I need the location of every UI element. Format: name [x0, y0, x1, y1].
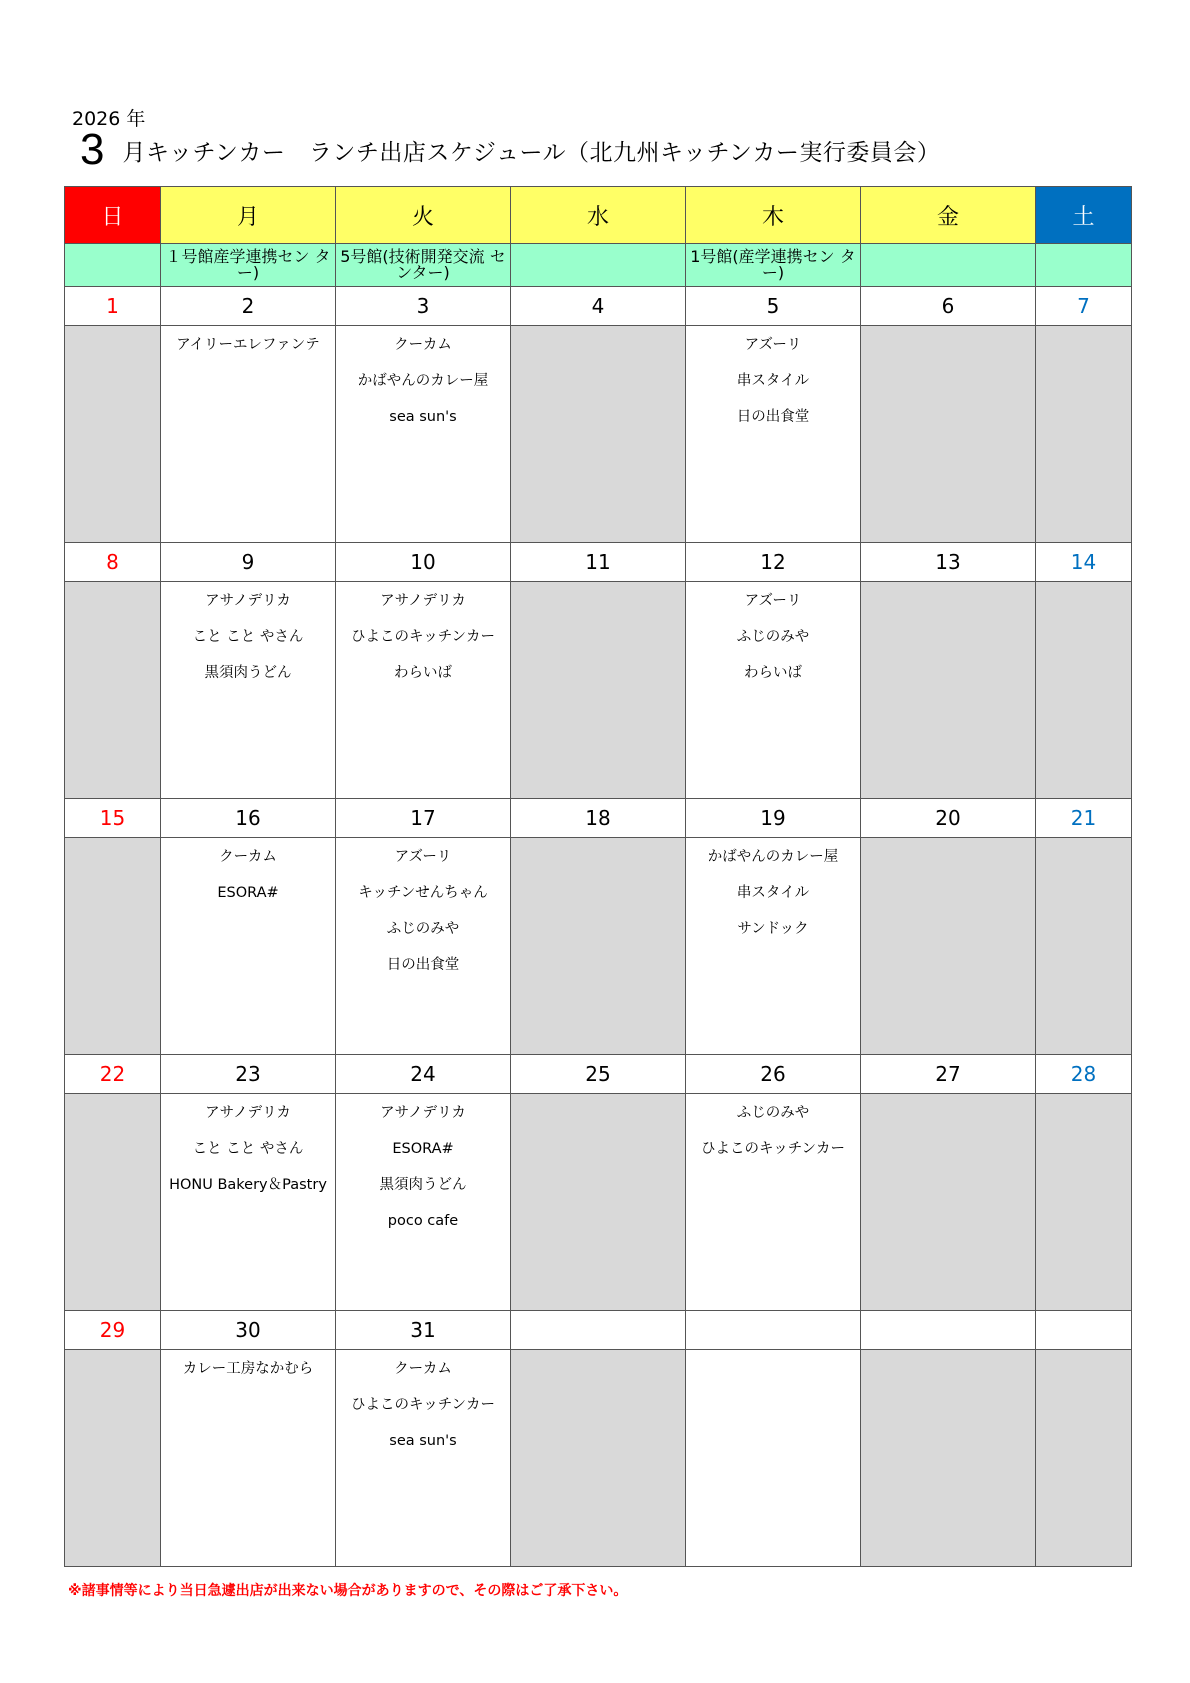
vendor-cell — [336, 838, 511, 1055]
vendor-cell — [1036, 582, 1132, 799]
vendor-cell — [1036, 326, 1132, 543]
year-label: 2026 年 — [72, 108, 146, 130]
weekday-sunday: 日 — [65, 187, 161, 244]
vendor-cell — [511, 582, 686, 799]
date-row — [65, 1311, 1132, 1350]
location-friday — [861, 244, 1036, 287]
vendor-name: sea sun's — [389, 1433, 457, 1449]
date-cell: 20 — [861, 799, 1036, 838]
vendor-cell — [686, 582, 861, 799]
date-cell: 17 — [336, 799, 511, 838]
vendor-cell — [1036, 1094, 1132, 1311]
date-cell: 1 — [65, 287, 161, 326]
date-cell: 21 — [1036, 799, 1132, 838]
weeks-body — [65, 287, 1132, 1567]
vendor-name: かばやんのカレー屋 — [707, 849, 839, 865]
vendor-name: アサノデリカ — [380, 593, 466, 609]
vendor-name: 串スタイル — [736, 885, 810, 901]
vendor-cell — [65, 582, 161, 799]
date-row — [65, 799, 1132, 838]
date-cell: 4 — [511, 287, 686, 326]
vendor-name: クーカム — [394, 1361, 452, 1377]
date-cell — [686, 1311, 861, 1350]
vendor-cell — [65, 1350, 161, 1567]
vendor-row — [65, 1094, 1132, 1311]
date-cell: 28 — [1036, 1055, 1132, 1094]
vendor-row — [65, 582, 1132, 799]
date-cell: 19 — [686, 799, 861, 838]
vendor-name: poco cafe — [387, 1213, 459, 1229]
date-cell: 15 — [65, 799, 161, 838]
date-row — [65, 543, 1132, 582]
date-cell: 11 — [511, 543, 686, 582]
vendor-name: ひよこのキッチンカー — [701, 1141, 845, 1157]
date-row — [65, 1055, 1132, 1094]
vendor-cell — [336, 1094, 511, 1311]
vendor-name: 日の出食堂 — [386, 957, 460, 973]
location-row — [65, 244, 1132, 287]
vendor-name: ESORA# — [217, 885, 279, 901]
vendor-name: ひよこのキッチンカー — [351, 1397, 495, 1413]
schedule-calendar — [64, 186, 1132, 1567]
vendor-cell — [1036, 1350, 1132, 1567]
date-cell: 18 — [511, 799, 686, 838]
date-cell: 27 — [861, 1055, 1036, 1094]
vendor-name: アズーリ — [394, 849, 452, 865]
vendor-row — [65, 326, 1132, 543]
weekday-monday: 月 — [161, 187, 336, 244]
vendor-cell — [861, 1350, 1036, 1567]
vendor-name: アズーリ — [744, 337, 802, 353]
vendor-name: 黒須肉うどん — [204, 665, 292, 681]
vendor-name: ふじのみや — [736, 1105, 810, 1121]
vendor-name: かばやんのカレー屋 — [357, 373, 489, 389]
vendor-cell — [861, 582, 1036, 799]
vendor-cell — [861, 1094, 1036, 1311]
weekday-saturday: 土 — [1036, 187, 1132, 244]
date-cell: 6 — [861, 287, 1036, 326]
vendor-name: カレー工房なかむら — [182, 1361, 314, 1377]
vendor-row — [65, 838, 1132, 1055]
vendor-cell — [161, 1350, 336, 1567]
date-cell: 3 — [336, 287, 511, 326]
date-row — [65, 287, 1132, 326]
vendor-name: 串スタイル — [736, 373, 810, 389]
date-cell: 9 — [161, 543, 336, 582]
vendor-name: HONU Bakery＆Pastry — [169, 1177, 327, 1193]
vendor-name: アサノデリカ — [205, 593, 291, 609]
vendor-cell — [686, 1094, 861, 1311]
vendor-name: キッチンせんちゃん — [358, 885, 488, 901]
weekday-header-row — [65, 187, 1132, 244]
vendor-name: ひよこのキッチンカー — [351, 629, 495, 645]
date-cell: 12 — [686, 543, 861, 582]
date-cell: 13 — [861, 543, 1036, 582]
weekday-wednesday: 水 — [511, 187, 686, 244]
vendor-name: クーカム — [394, 337, 452, 353]
weekday-friday: 金 — [861, 187, 1036, 244]
page-title: 月キッチンカー ランチ出店スケジュール（北九州キッチンカー実行委員会） — [122, 140, 941, 166]
date-cell: 25 — [511, 1055, 686, 1094]
date-cell: 22 — [65, 1055, 161, 1094]
vendor-cell — [161, 1094, 336, 1311]
vendor-cell — [861, 326, 1036, 543]
vendor-cell — [511, 1094, 686, 1311]
date-cell: 8 — [65, 543, 161, 582]
vendor-name: ふじのみや — [386, 921, 460, 937]
vendor-cell — [686, 838, 861, 1055]
date-cell: 14 — [1036, 543, 1132, 582]
location-sunday — [65, 244, 161, 287]
date-cell: 16 — [161, 799, 336, 838]
vendor-row — [65, 1350, 1132, 1567]
vendor-name: ESORA# — [392, 1141, 454, 1157]
vendor-cell — [161, 582, 336, 799]
vendor-name: サンドック — [737, 921, 809, 937]
vendor-cell — [336, 582, 511, 799]
vendor-name: クーカム — [219, 849, 277, 865]
date-cell: 2 — [161, 287, 336, 326]
date-cell: 5 — [686, 287, 861, 326]
location-monday: １号館産学連携セン ター) — [161, 244, 336, 287]
vendor-name: アサノデリカ — [380, 1105, 466, 1121]
date-cell: 10 — [336, 543, 511, 582]
weekday-tuesday: 火 — [336, 187, 511, 244]
location-wednesday — [511, 244, 686, 287]
vendor-cell — [511, 838, 686, 1055]
vendor-name: アサノデリカ — [205, 1105, 291, 1121]
vendor-cell — [65, 1094, 161, 1311]
vendor-name: 黒須肉うどん — [379, 1177, 467, 1193]
date-cell: 30 — [161, 1311, 336, 1350]
vendor-name: ふじのみや — [736, 629, 810, 645]
vendor-cell — [511, 326, 686, 543]
vendor-cell — [686, 1350, 861, 1567]
vendor-cell — [161, 838, 336, 1055]
date-cell: 23 — [161, 1055, 336, 1094]
vendor-cell — [861, 838, 1036, 1055]
vendor-cell — [1036, 838, 1132, 1055]
date-cell: 31 — [336, 1311, 511, 1350]
vendor-cell — [336, 1350, 511, 1567]
date-cell: 24 — [336, 1055, 511, 1094]
date-cell: 29 — [65, 1311, 161, 1350]
vendor-name: こと こと やさん — [192, 1141, 304, 1157]
weekday-thursday: 木 — [686, 187, 861, 244]
title-row — [80, 125, 941, 174]
vendor-name: 日の出食堂 — [736, 409, 810, 425]
vendor-cell — [686, 326, 861, 543]
vendor-cell — [336, 326, 511, 543]
date-cell — [861, 1311, 1036, 1350]
vendor-cell — [511, 1350, 686, 1567]
month-number: 3 — [80, 125, 105, 174]
location-saturday — [1036, 244, 1132, 287]
vendor-name: わらいば — [744, 665, 802, 681]
date-cell — [1036, 1311, 1132, 1350]
date-cell: 26 — [686, 1055, 861, 1094]
disclaimer-note: ※諸事情等により当日急遽出店が出来ない場合がありますので、その際はご了承下さい。 — [68, 1583, 628, 1599]
location-thursday: 1号館(産学連携セン ター) — [686, 244, 861, 287]
vendor-cell — [65, 838, 161, 1055]
vendor-name: アイリーエレファンテ — [176, 337, 320, 353]
vendor-name: わらいば — [394, 665, 452, 681]
location-tuesday: 5号館(技術開発交流 センター) — [336, 244, 511, 287]
date-cell — [511, 1311, 686, 1350]
vendor-cell — [161, 326, 336, 543]
date-cell: 7 — [1036, 287, 1132, 326]
vendor-name: こと こと やさん — [192, 629, 304, 645]
vendor-name: アズーリ — [744, 593, 802, 609]
vendor-name: sea sun's — [389, 409, 457, 425]
vendor-cell — [65, 326, 161, 543]
